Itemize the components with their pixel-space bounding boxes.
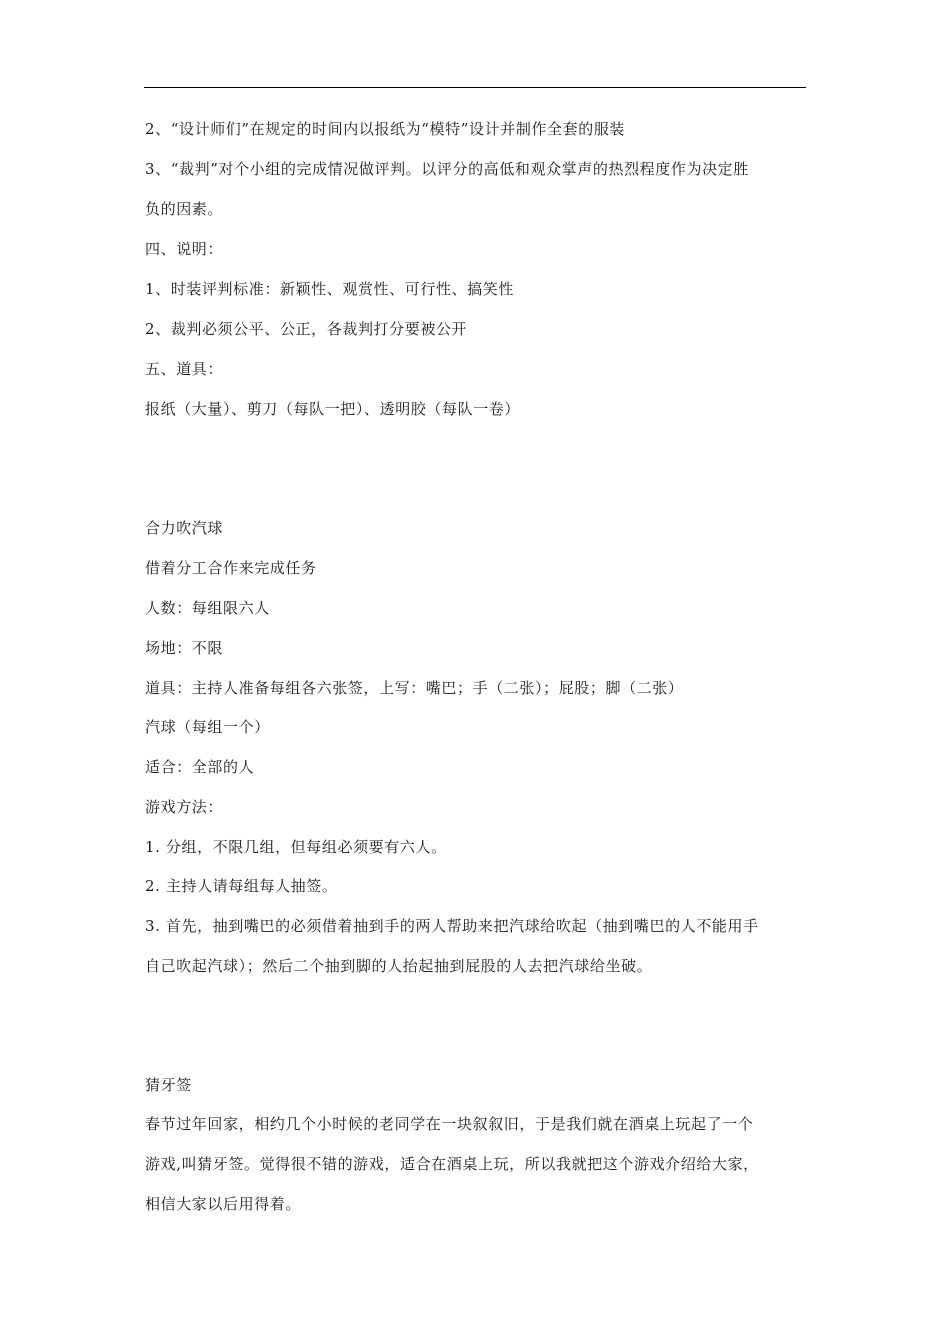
game-title: 合力吹汽球 [145,519,224,537]
text-line: 人数：每组限六人 [145,599,270,617]
text-line: 游戏,叫猜牙签。觉得很不错的游戏，适合在酒桌上玩，所以我就把这个游戏介绍给大家， [145,1155,759,1173]
text-line: 2、裁判必须公平、公正，各裁判打分要被公开 [145,320,468,338]
text-line: 3. 首先，抽到嘴巴的必须借着抽到手的两人帮助来把汽球给吹起（抽到嘴巴的人不能用手 [145,917,759,935]
section-heading: 五、道具： [145,360,224,378]
text-line: 2. 主持人请每组每人抽签。 [145,877,338,895]
text-line: 负的因素。 [145,200,224,218]
text-line: 相信大家以后用得着。 [145,1195,302,1213]
text-line: 借着分工合作来完成任务 [145,559,317,577]
text-line: 春节过年回家，相约几个小时候的老同学在一块叙叙旧，于是我们就在酒桌上玩起了一个 [145,1115,754,1133]
text-line: 道具：主持人准备每组各六张签，上写：嘴巴；手（二张）；屁股；脚（二张） [145,679,684,697]
section-heading: 四、说明： [145,240,224,258]
text-line: 汽球（每组一个） [145,718,270,736]
text-line: 2、“设计师们”在规定的时间内以报纸为“模特”设计并制作全套的服装 [145,120,626,138]
text-line: 3、“裁判”对个小组的完成情况做评判。以评分的高低和观众掌声的热烈程度作为决定胜 [145,160,749,178]
header-rule [144,87,806,88]
text-line: 游戏方法： [145,798,224,816]
text-line: 适合：全部的人 [145,758,255,776]
text-line: 1、时装评判标准：新颖性、观赏性、可行性、搞笑性 [145,280,514,298]
text-line: 报纸（大量）、剪刀（每队一把）、透明胶（每队一卷） [145,400,521,418]
game-title: 猜牙签 [145,1076,192,1094]
text-line: 自己吹起汽球）；然后二个抽到脚的人抬起抽到屁股的人去把汽球给坐破。 [145,957,653,975]
text-line: 场地：不限 [145,639,224,657]
text-line: 1. 分组，不限几组，但每组必须要有六人。 [145,838,447,856]
